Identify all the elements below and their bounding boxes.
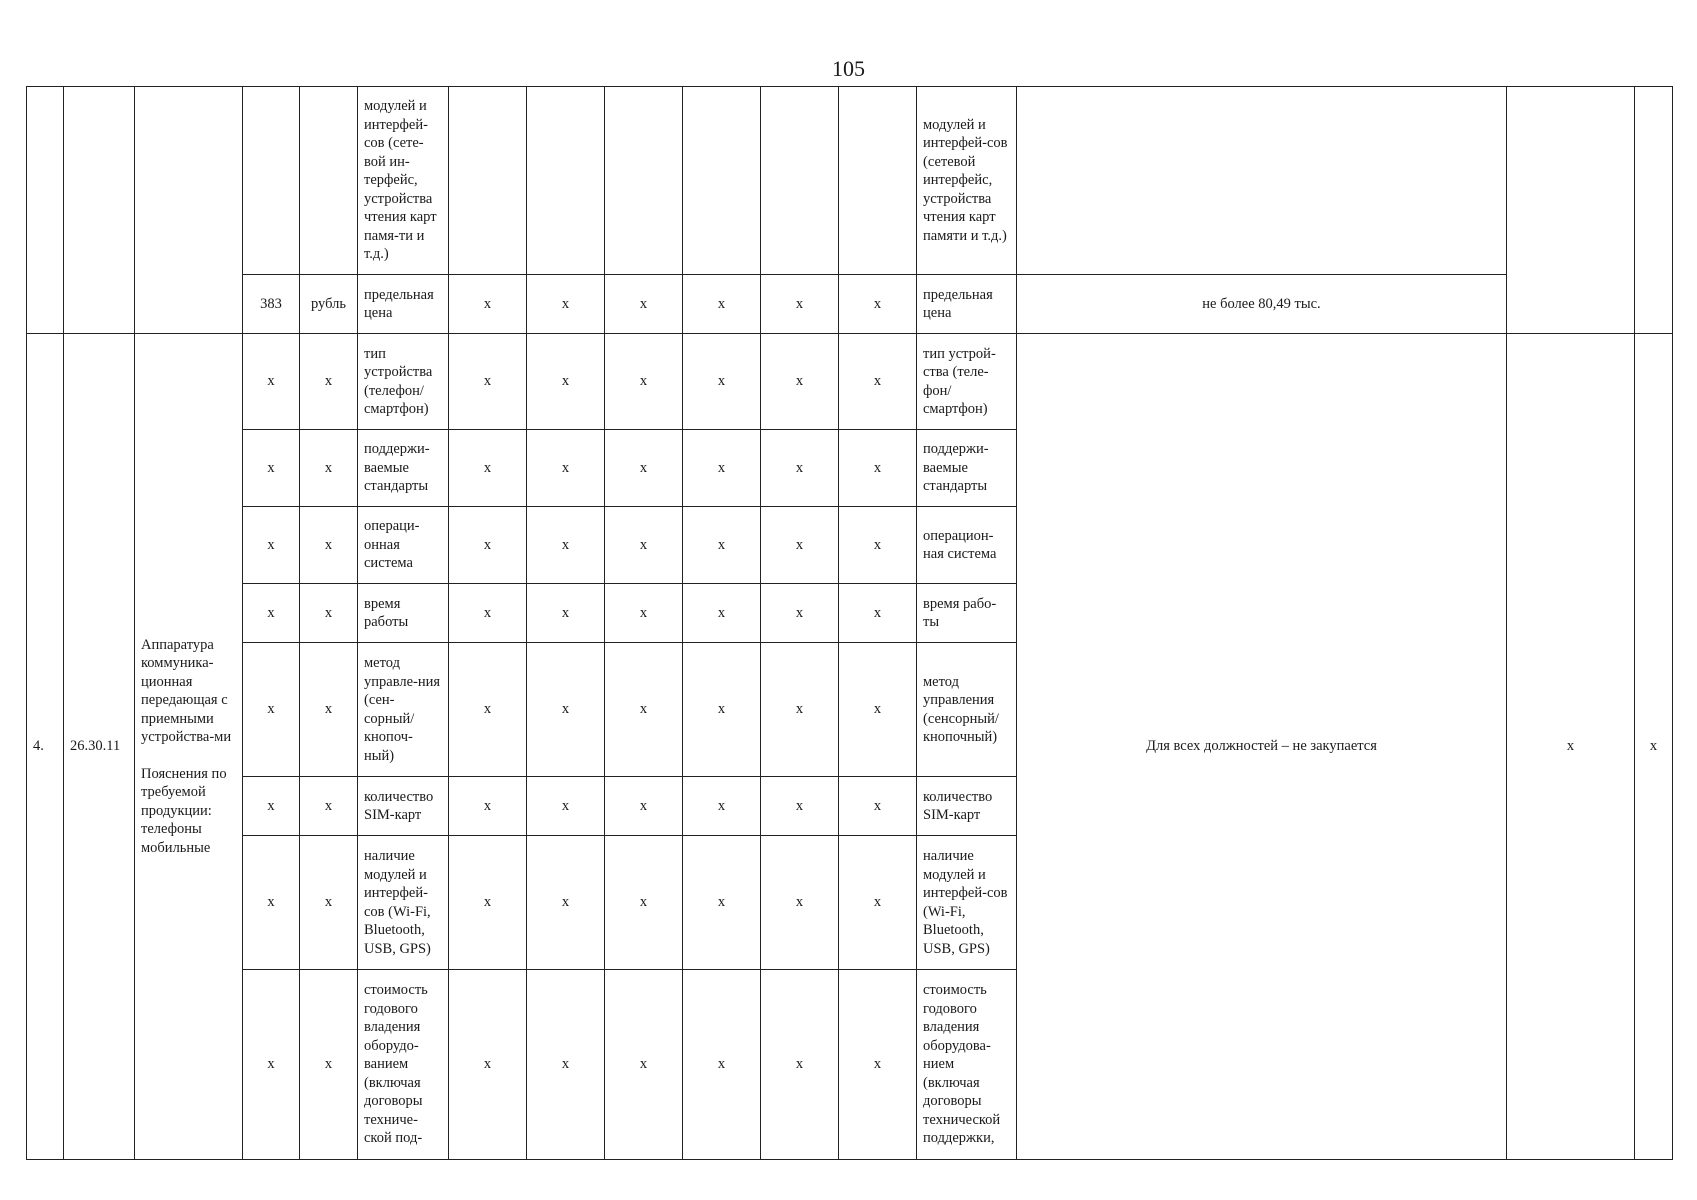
x-mark: х bbox=[605, 275, 683, 334]
x-mark: х bbox=[839, 836, 917, 970]
characteristic-right-cell: модулей и интерфей-сов (сетевой интерфейс, устройства чтения карт памяти и т.д.) bbox=[917, 87, 1017, 275]
page-number: 105 bbox=[832, 56, 865, 81]
x-mark: х bbox=[449, 334, 527, 430]
table-row bbox=[27, 334, 1673, 430]
x-mark: х bbox=[300, 507, 358, 584]
x-mark: х bbox=[761, 836, 839, 970]
x-mark: х bbox=[1507, 334, 1635, 1160]
x-mark: х bbox=[449, 836, 527, 970]
x-mark: х bbox=[839, 584, 917, 643]
all-positions-cell: Для всех должностей – не закупается bbox=[1017, 334, 1507, 1160]
table-row-modules bbox=[27, 87, 1673, 275]
x-mark: х bbox=[449, 584, 527, 643]
item-name: Аппаратура коммуника-ционная передающая с приемными устройства-ми bbox=[141, 636, 232, 746]
x-mark: х bbox=[683, 275, 761, 334]
characteristic-cell: наличие модулей и интерфей-сов (Wi-Fi, Bluetooth, USB, GPS) bbox=[358, 836, 449, 970]
x-mark: х bbox=[527, 836, 605, 970]
unit-cell bbox=[300, 87, 358, 275]
characteristic-cell: количество SIM-карт bbox=[358, 777, 449, 836]
characteristic-right-cell: метод управления (сенсорный/ кнопочный) bbox=[917, 643, 1017, 777]
x-mark: х bbox=[683, 836, 761, 970]
x-mark: х bbox=[683, 970, 761, 1160]
characteristic-right-cell: наличие модулей и интерфей-сов (Wi-Fi, Bluetooth, USB, GPS) bbox=[917, 836, 1017, 970]
x-mark: х bbox=[683, 777, 761, 836]
requirements-table bbox=[26, 86, 1673, 1160]
x-mark: х bbox=[839, 334, 917, 430]
price-value: не более 80,49 тыс. bbox=[1017, 275, 1507, 334]
x-mark: х bbox=[761, 507, 839, 584]
x-mark: х bbox=[449, 970, 527, 1160]
x-mark: х bbox=[605, 430, 683, 507]
x-mark: х bbox=[449, 507, 527, 584]
x-mark: х bbox=[761, 970, 839, 1160]
characteristic-cell: метод управле-ния (сен-сорный/ кнопоч-ный) bbox=[358, 643, 449, 777]
x-mark: х bbox=[839, 970, 917, 1160]
item-note: Пояснения по требуемой продукции: телефоны мобильные bbox=[141, 765, 227, 856]
x-mark: х bbox=[605, 334, 683, 430]
x-mark: х bbox=[527, 507, 605, 584]
name-cell bbox=[135, 87, 243, 334]
characteristic-cell: модулей и интерфей-сов (сете-вой ин-терфейс, устройства чтения карт памя-ти и т.д.) bbox=[358, 87, 449, 275]
x-mark: х bbox=[527, 275, 605, 334]
characteristic-cell: стоимость годового владения оборудо-ванием (включая договоры техниче-ской под- bbox=[358, 970, 449, 1160]
x-mark: х bbox=[243, 430, 300, 507]
x-mark: х bbox=[761, 275, 839, 334]
x-mark: х bbox=[683, 584, 761, 643]
x-mark: х bbox=[683, 334, 761, 430]
x-mark: х bbox=[761, 430, 839, 507]
code-cell bbox=[64, 87, 135, 334]
x-mark: х bbox=[839, 507, 917, 584]
x-mark: х bbox=[761, 643, 839, 777]
x-mark: х bbox=[300, 334, 358, 430]
characteristic-right-cell: время рабо-ты bbox=[917, 584, 1017, 643]
extra-cell bbox=[1507, 87, 1635, 334]
characteristic-right-cell: поддержи-ваемые стандарты bbox=[917, 430, 1017, 507]
characteristic-price: предельная цена bbox=[358, 275, 449, 334]
value-cell bbox=[1017, 87, 1507, 275]
x-mark: х bbox=[449, 275, 527, 334]
x-mark: х bbox=[527, 584, 605, 643]
x-mark: х bbox=[839, 643, 917, 777]
x-mark: х bbox=[605, 777, 683, 836]
x-mark: х bbox=[683, 430, 761, 507]
x-mark: х bbox=[1635, 334, 1673, 1160]
x-mark: х bbox=[300, 970, 358, 1160]
table-row-price bbox=[27, 275, 1673, 334]
x-mark: х bbox=[605, 643, 683, 777]
okei-code: 383 bbox=[243, 275, 300, 334]
extra-cell-2 bbox=[1635, 87, 1673, 334]
x-mark: х bbox=[243, 777, 300, 836]
characteristic-right-cell: операцион-ная система bbox=[917, 507, 1017, 584]
x-mark: х bbox=[605, 970, 683, 1160]
characteristic-cell: тип устройства (телефон/ смартфон) bbox=[358, 334, 449, 430]
characteristic-cell: поддержи-ваемые стандарты bbox=[358, 430, 449, 507]
characteristic-price-right: предельная цена bbox=[917, 275, 1017, 334]
x-mark: х bbox=[605, 507, 683, 584]
x-mark: х bbox=[449, 430, 527, 507]
x-mark: х bbox=[683, 643, 761, 777]
x-mark: х bbox=[243, 836, 300, 970]
x-mark: х bbox=[300, 584, 358, 643]
x-mark: х bbox=[300, 836, 358, 970]
x-mark: х bbox=[300, 430, 358, 507]
num-cell bbox=[27, 87, 64, 334]
x-mark: х bbox=[527, 643, 605, 777]
x-mark: х bbox=[761, 777, 839, 836]
x-mark: х bbox=[243, 507, 300, 584]
x-mark: х bbox=[243, 334, 300, 430]
x-mark: х bbox=[683, 507, 761, 584]
x-mark: х bbox=[605, 836, 683, 970]
characteristic-right-cell: количество SIM-карт bbox=[917, 777, 1017, 836]
item-number: 4. bbox=[27, 334, 64, 1160]
x-mark: х bbox=[761, 334, 839, 430]
x-mark: х bbox=[839, 430, 917, 507]
x-mark: х bbox=[300, 643, 358, 777]
item-code: 26.30.11 bbox=[64, 334, 135, 1160]
x-mark: х bbox=[527, 430, 605, 507]
x-mark: х bbox=[243, 643, 300, 777]
x-mark: х bbox=[761, 584, 839, 643]
characteristic-cell: операци-онная система bbox=[358, 507, 449, 584]
characteristic-right-cell: тип устрой-ства (теле-фон/ смартфон) bbox=[917, 334, 1017, 430]
x-mark: х bbox=[449, 643, 527, 777]
x-mark: х bbox=[527, 334, 605, 430]
x-mark: х bbox=[605, 584, 683, 643]
item-name-cell bbox=[135, 334, 243, 1160]
x-mark: х bbox=[839, 777, 917, 836]
characteristic-cell: время работы bbox=[358, 584, 449, 643]
characteristic-right-cell: стоимость годового владения оборудова-нием (включая договоры технической поддержки, bbox=[917, 970, 1017, 1160]
x-mark: х bbox=[527, 970, 605, 1160]
x-mark: х bbox=[300, 777, 358, 836]
x-mark: х bbox=[839, 275, 917, 334]
okei-code-cell bbox=[243, 87, 300, 275]
x-mark: х bbox=[243, 970, 300, 1160]
unit-name: рубль bbox=[300, 275, 358, 334]
x-mark: х bbox=[243, 584, 300, 643]
x-mark: х bbox=[449, 777, 527, 836]
x-mark: х bbox=[527, 777, 605, 836]
